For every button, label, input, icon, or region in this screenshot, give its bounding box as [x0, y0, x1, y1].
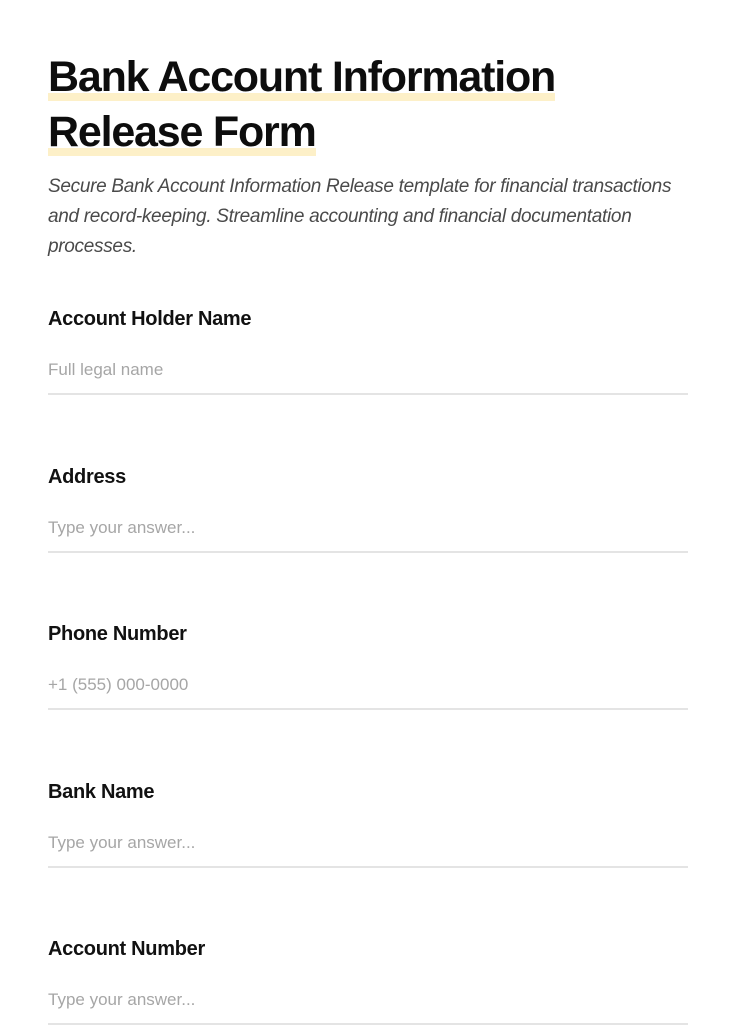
account-holder-name-label: Account Holder Name [48, 308, 252, 330]
page-description: Secure Bank Account Information Release template for financial transactions and record-keeping. Streamline accounting and financial documentation processes. [48, 176, 672, 257]
bank-name-label: Bank Name [48, 781, 155, 803]
account-holder-name-input[interactable] [48, 355, 688, 395]
address-label: Address [48, 466, 126, 488]
address-input[interactable] [48, 513, 688, 553]
phone-number-input[interactable] [48, 670, 688, 710]
bank-name-input[interactable] [48, 828, 688, 868]
account-number-label: Account Number [48, 938, 205, 960]
field-phone-number [48, 622, 688, 646]
field-address [48, 465, 688, 489]
field-bank-name [48, 780, 688, 804]
field-account-holder-name [48, 307, 688, 331]
account-number-input[interactable] [48, 985, 688, 1025]
field-account-number [48, 937, 688, 961]
form-container [48, 50, 688, 960]
page-title-text: Bank Account Information Release Form [48, 53, 556, 156]
phone-number-label: Phone Number [48, 623, 187, 645]
page-title [48, 50, 688, 160]
